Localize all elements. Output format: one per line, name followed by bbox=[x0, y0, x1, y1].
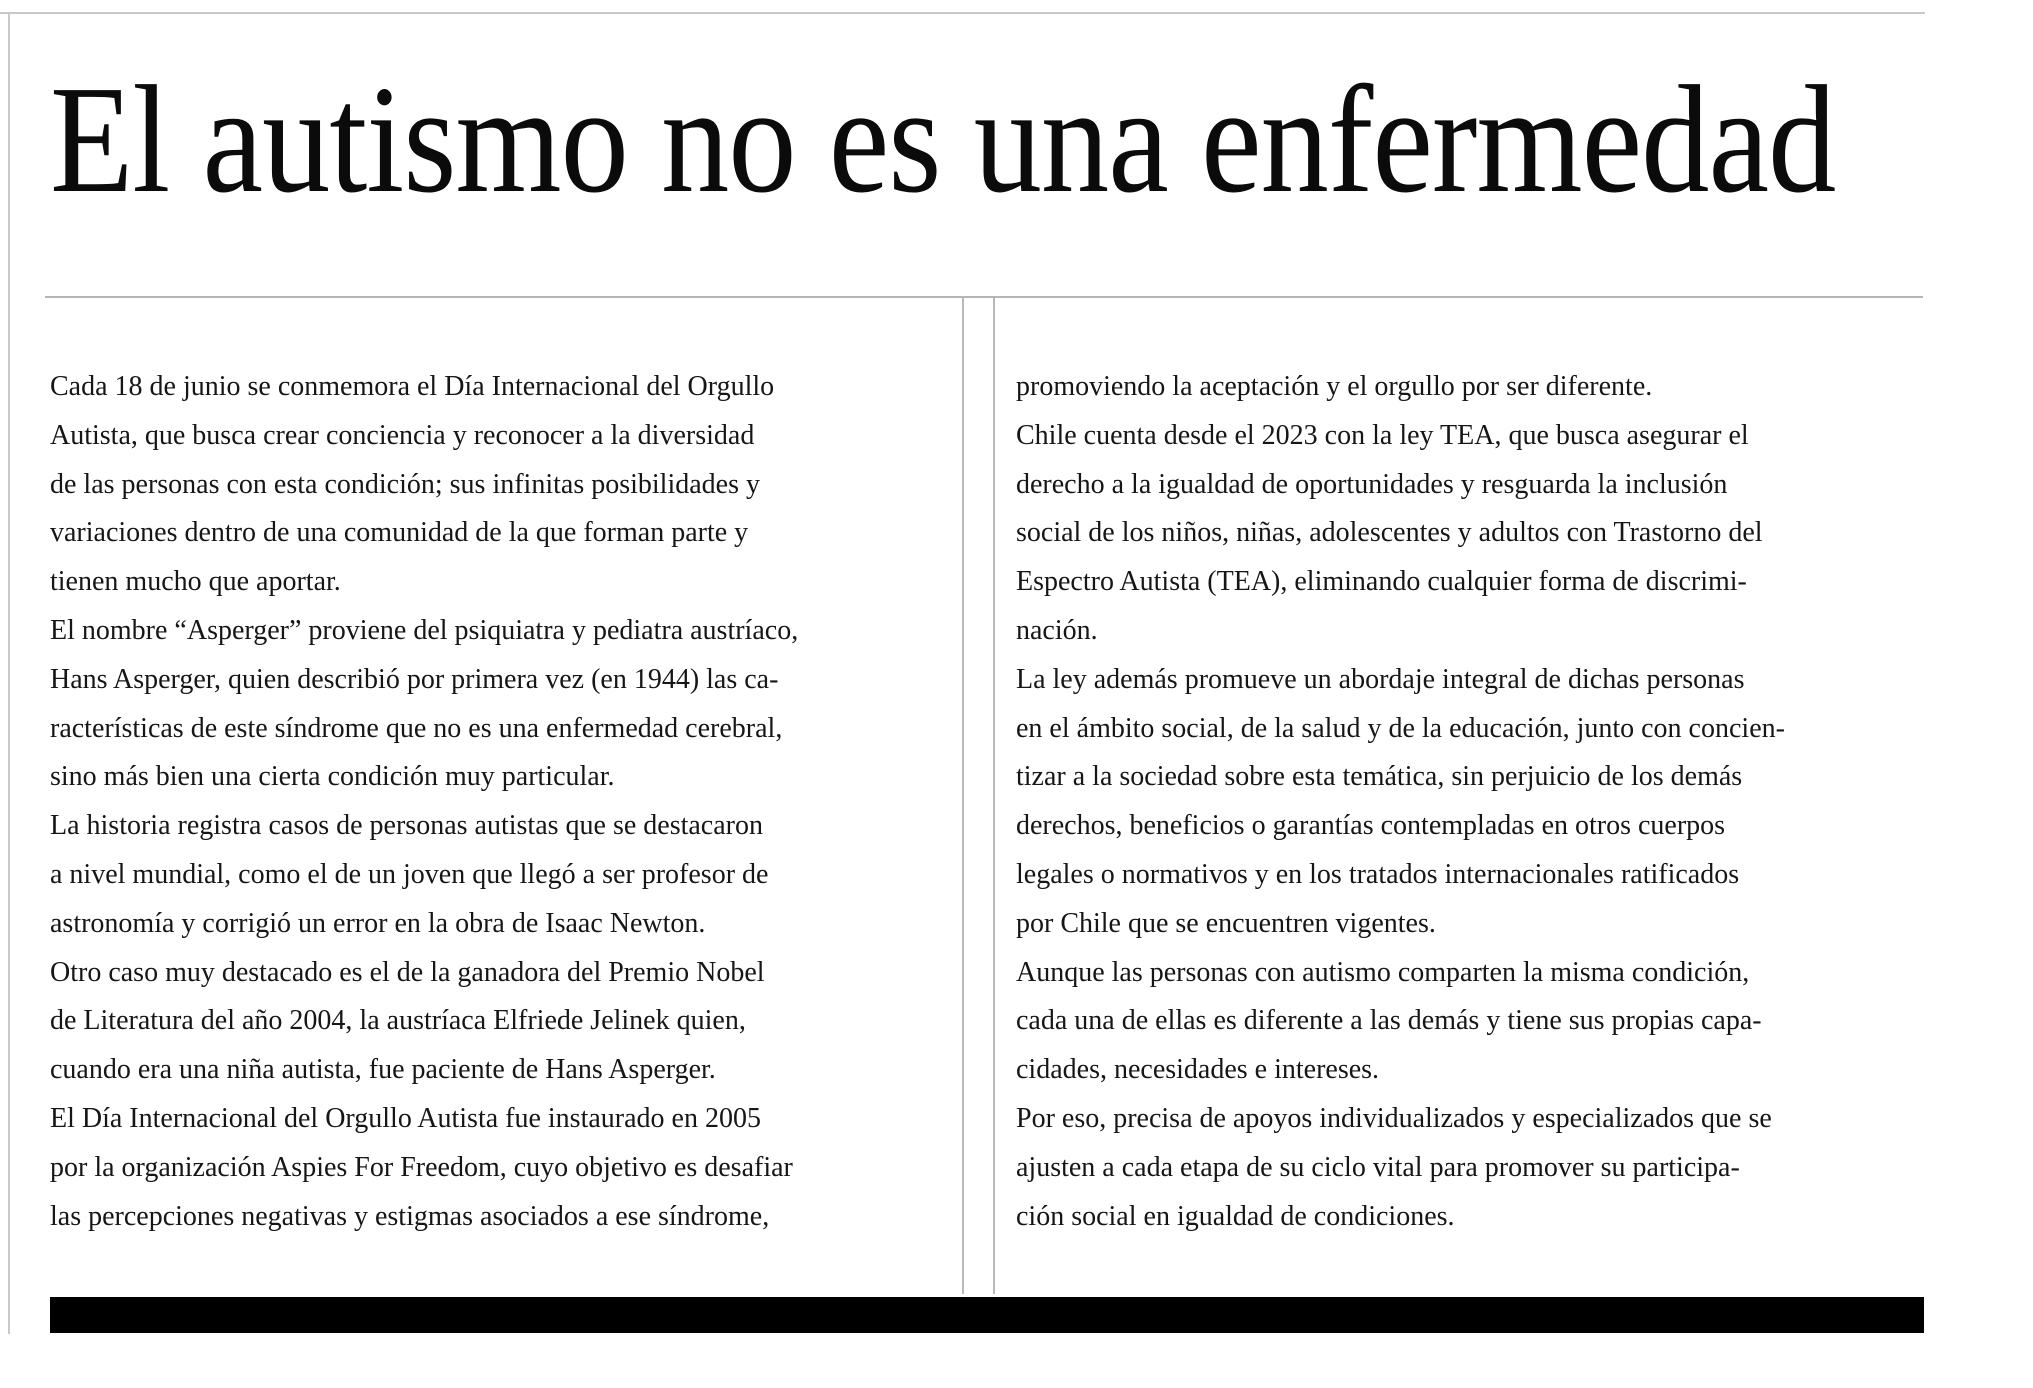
body-line: social de los niños, niñas, adolescentes y adultos con Trastorno del bbox=[1016, 517, 1763, 549]
body-line: de Literatura del año 2004, la austríaca Elfriede Jelinek quien, bbox=[50, 1005, 746, 1037]
page-left-rule bbox=[8, 12, 10, 1334]
body-line: de las personas con esta condición; sus infinitas posibilidades y bbox=[50, 468, 760, 500]
body-line: cuando era una niña autista, fue paciente de Hans Asperger. bbox=[50, 1054, 716, 1086]
body-line: sino más bien una cierta condición muy particular. bbox=[50, 761, 615, 793]
footer-black-bar bbox=[50, 1297, 1924, 1333]
body-line: racterísticas de este síndrome que no es una enfermedad cerebral, bbox=[50, 712, 783, 744]
column-divider-right bbox=[993, 298, 995, 1294]
body-line: derechos, beneficios o garantías contempladas en otros cuerpos bbox=[1016, 810, 1726, 842]
column-divider-left bbox=[962, 298, 964, 1294]
body-line: variaciones dentro de una comunidad de la que forman parte y bbox=[50, 517, 749, 549]
headline-divider bbox=[45, 296, 1923, 298]
body-line: ción social en igualdad de condiciones. bbox=[1016, 1200, 1455, 1232]
body-line: legales o normativos y en los tratados internacionales ratificados bbox=[1016, 858, 1740, 890]
article-headline: El autismo no es una enfermedad bbox=[50, 55, 1836, 225]
body-line: en el ámbito social, de la salud y de la educación, junto con concien- bbox=[1016, 712, 1785, 744]
body-line: Espectro Autista (TEA), eliminando cualquier forma de discrimi- bbox=[1016, 566, 1747, 598]
body-line: derecho a la igualdad de oportunidades y resguarda la inclusión bbox=[1016, 468, 1728, 500]
body-line: cidades, necesidades e intereses. bbox=[1016, 1054, 1380, 1086]
body-line: ajusten a cada etapa de su ciclo vital para promover su participa- bbox=[1016, 1151, 1740, 1183]
body-line: Autista, que busca crear conciencia y reconocer a la diversidad bbox=[50, 419, 755, 451]
body-line: El Día Internacional del Orgullo Autista fue instaurado en 2005 bbox=[50, 1102, 761, 1134]
page-top-rule bbox=[0, 12, 1925, 14]
body-line: Por eso, precisa de apoyos individualizados y especializados que se bbox=[1016, 1102, 1772, 1134]
body-line: Cada 18 de junio se conmemora el Día Internacional del Orgullo bbox=[50, 371, 775, 402]
body-line: astronomía y corrigió un error en la obra de Isaac Newton. bbox=[50, 907, 706, 939]
article-body-right-column bbox=[1016, 363, 1928, 1243]
body-line: las percepciones negativas y estigmas asociados a ese síndrome, bbox=[50, 1200, 770, 1232]
body-line: promoviendo la aceptación y el orgullo por ser diferente. bbox=[1016, 371, 1653, 402]
article-body-left-column bbox=[50, 363, 950, 1243]
body-line: nación. bbox=[1016, 614, 1098, 646]
body-line: tienen mucho que aportar. bbox=[50, 566, 341, 598]
body-line: Otro caso muy destacado es el de la ganadora del Premio Nobel bbox=[50, 956, 765, 988]
body-line: a nivel mundial, como el de un joven que llegó a ser profesor de bbox=[50, 858, 769, 890]
body-line: tizar a la sociedad sobre esta temática, sin perjuicio de los demás bbox=[1016, 761, 1743, 793]
body-line: por Chile que se encuentren vigentes. bbox=[1016, 907, 1436, 939]
body-line: cada una de ellas es diferente a las demás y tiene sus propias capa- bbox=[1016, 1005, 1762, 1037]
body-line: La ley además promueve un abordaje integral de dichas personas bbox=[1016, 663, 1745, 695]
body-line: La historia registra casos de personas autistas que se destacaron bbox=[50, 810, 763, 842]
body-line: Chile cuenta desde el 2023 con la ley TEA, que busca asegurar el bbox=[1016, 419, 1749, 451]
body-line: Hans Asperger, quien describió por primera vez (en 1944) las ca- bbox=[50, 663, 779, 695]
body-line: por la organización Aspies For Freedom, cuyo objetivo es desafiar bbox=[50, 1151, 793, 1183]
body-line: Aunque las personas con autismo comparten la misma condición, bbox=[1016, 956, 1750, 988]
body-line: El nombre “Asperger” proviene del psiquiatra y pediatra austríaco, bbox=[50, 614, 799, 646]
